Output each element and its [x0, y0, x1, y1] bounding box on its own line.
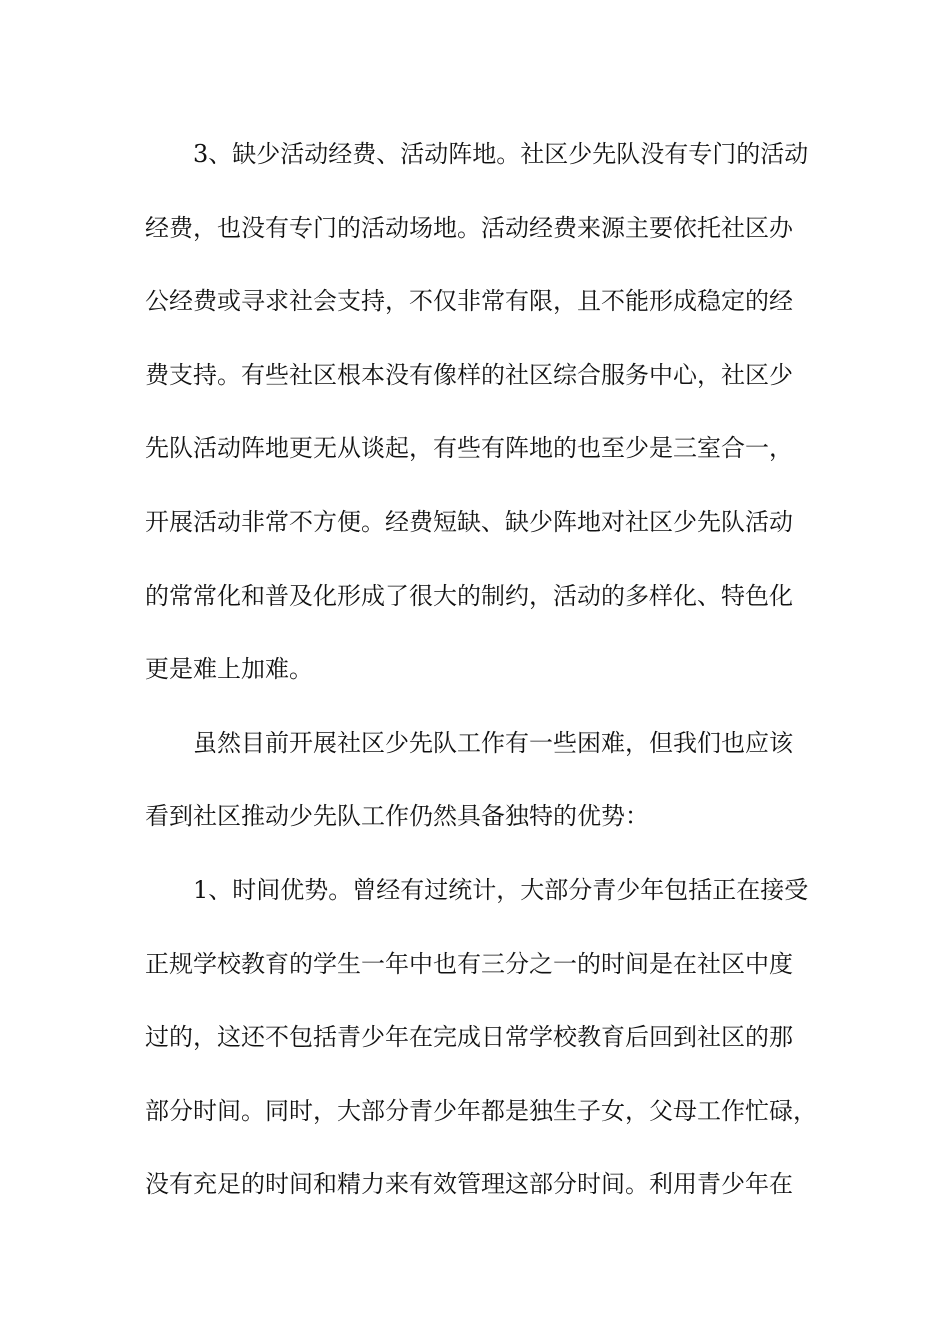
text-line: 开展活动非常不方便。经费短缺、缺少阵地对社区少先队活动 — [145, 507, 793, 536]
text-line: 费支持。有些社区根本没有像样的社区综合服务中心，社区少 — [145, 360, 793, 389]
text-line: 虽然目前开展社区少先队工作有一些困难，但我们也应该 — [193, 728, 793, 757]
text-line: 没有充足的时间和精力来有效管理这部分时间。利用青少年在 — [145, 1170, 793, 1199]
text-line: 3、缺少活动经费、活动阵地。社区少先队没有专门的活动 — [193, 140, 809, 168]
text-line: 过的，这还不包括青少年在完成日常学校教育后回到社区的那 — [145, 1023, 793, 1052]
text-line: 经费，也没有专门的活动场地。活动经费来源主要依托社区办 — [145, 213, 793, 242]
text-line: 先队活动阵地更无从谈起，有些有阵地的也至少是三室合一， — [145, 434, 793, 463]
text-line: 的常常化和普及化形成了很大的制约，活动的多样化、特色化 — [145, 581, 793, 610]
text-line: 更是难上加难。 — [145, 655, 313, 684]
paragraph-time-advantage — [145, 854, 817, 1222]
text-line: 部分时间。同时，大部分青少年都是独生子女，父母工作忙碌， — [145, 1096, 817, 1125]
paragraph-funding-shortage — [145, 118, 809, 707]
document-body — [145, 118, 817, 1222]
text-line: 看到社区推动少先队工作仍然具备独特的优势： — [145, 802, 649, 831]
paragraph-advantages-intro — [145, 707, 805, 854]
text-line: 1、时间优势。曾经有过统计，大部分青少年包括正在接受 — [193, 875, 809, 904]
text-line: 公经费或寻求社会支持，不仅非常有限，且不能形成稳定的经 — [145, 287, 793, 316]
text-line: 正规学校教育的学生一年中也有三分之一的时间是在社区中度 — [145, 949, 793, 978]
